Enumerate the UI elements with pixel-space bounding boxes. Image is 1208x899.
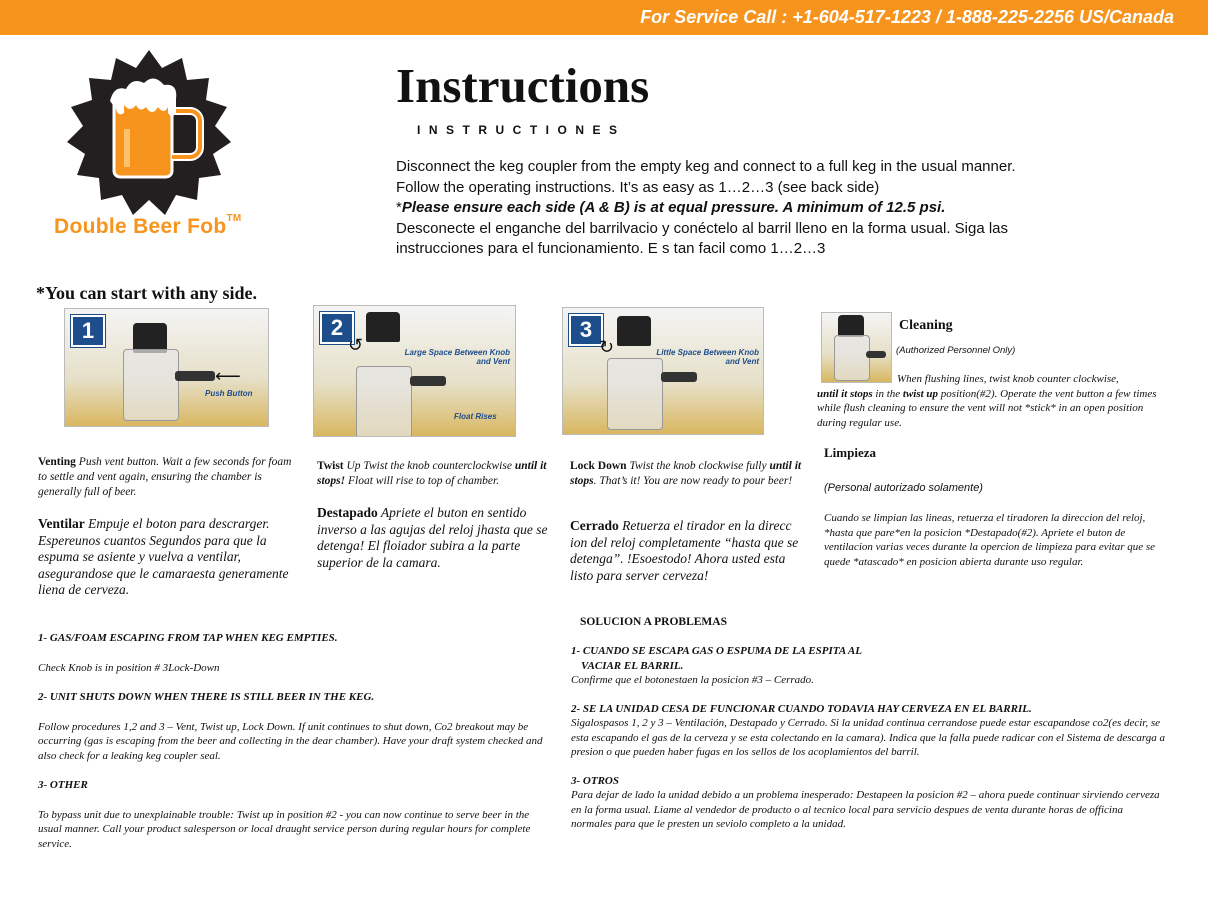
intro-star: * bbox=[396, 199, 402, 216]
cleaning-text-a: When flushing lines, twist knob counter clockwise, bbox=[897, 373, 1119, 385]
knob bbox=[838, 315, 864, 337]
step-2-text-c: Float will rise to top of chamber. bbox=[345, 475, 500, 487]
fob-body bbox=[607, 358, 663, 430]
step-1-es-text: Empuje el boton para descrarger. Espereunos cuantos Segundos para que la espuma se asiente y vuelva a ventilar, asegurandose que le camaraesta generamente liena de cerveza. bbox=[38, 516, 289, 597]
step-2-es-title: Destapado bbox=[317, 505, 378, 520]
step-2-text-a: Up Twist the knob counterclockwise bbox=[346, 460, 515, 472]
intro-line-5: instrucciones para el funcionamiento. E s tan facil como 1…2…3 bbox=[396, 240, 826, 257]
logo-tm: TM bbox=[226, 213, 242, 224]
trouble-2-heading: 2- UNIT SHUTS DOWN WHEN THERE IS STILL BEER IN THE KEG. bbox=[38, 691, 375, 703]
page-subtitle: INSTRUCTIONES bbox=[417, 123, 626, 137]
cleaning-text bbox=[817, 372, 1162, 430]
step-3-text-c: . That’s it! You are now ready to pour beer! bbox=[593, 475, 793, 487]
limpieza-auth: (Personal autorizado solamente) bbox=[824, 482, 983, 494]
twist-arrow: ↺ bbox=[348, 335, 364, 355]
solucion-2-heading: 2- SE LA UNIDAD CESA DE FUNCIONAR CUANDO TODAVIA HAY CERVEZA EN EL BARRIL. bbox=[571, 702, 1032, 715]
step-1-text: Push vent button. Wait a few seconds for foam to settle and vent again, ensuring the chamber is generally full of beer. bbox=[38, 456, 292, 498]
service-banner bbox=[0, 0, 1208, 35]
start-note: *You can start with any side. bbox=[36, 283, 258, 303]
intro-line-4: Desconecte el enganche del barrilvacio y conéctelo al barril lleno en la forma usual. Siga las bbox=[396, 219, 1009, 237]
trouble-1-heading: 1- GAS/FOAM ESCAPING FROM TAP WHEN KEG EMPTIES. bbox=[38, 632, 338, 644]
service-call-text: For Service Call : +1-604-517-1223 / 1-888-225-2256 US/Canada bbox=[640, 7, 1174, 27]
step-3-badge: 3 bbox=[569, 314, 603, 346]
solucion-3-heading: 3- OTROS bbox=[571, 774, 619, 787]
step-3-text-a: Twist the knob clockwise fully bbox=[629, 460, 770, 472]
solucion-3-text: Para dejar de lado la unidad debido a un problema inesperado: Destapeen la posicion #2 – ahora puede continuar sirviendo cerveza en la forma usual. Liame al vendedor de producto o al tecnico local para servicio despues de venta durante horas de officina normales para que le presten un seviolo completo a la unidad. bbox=[571, 789, 1160, 830]
logo-wordmark bbox=[54, 215, 242, 239]
cleaning-text-b: until it stops bbox=[817, 387, 873, 400]
step-3-text-b: until it stops bbox=[570, 460, 802, 487]
trouble-1-text: Check Knob is in position # 3Lock-Down bbox=[38, 661, 220, 674]
knob bbox=[617, 316, 651, 346]
step-3-spanish bbox=[570, 518, 806, 584]
fob-body bbox=[123, 349, 179, 421]
intro-line-1: Disconnect the keg coupler from the empty keg and connect to a full keg in the usual manner. bbox=[396, 158, 1016, 175]
solucion-1-heading-2: VACIAR EL BARRIL. bbox=[581, 659, 684, 672]
cleaning-text-d: twist up bbox=[902, 387, 939, 400]
vent-arm bbox=[410, 376, 446, 386]
solucion-title: SOLUCION A PROBLEMAS bbox=[580, 616, 727, 628]
solucion-1-heading: 1- CUANDO SE ESCAPA GAS O ESPUMA DE LA ESPITA AL bbox=[571, 645, 862, 657]
large-space-label: Large Space Between Knob and Vent bbox=[404, 348, 510, 366]
solucion-2-text: Sigalospasos 1, 2 y 3 – Ventilación, Destapado y Cerrado. Si la unidad continua cerrandose puede estar escapandose co2(es decir, se esta escapando el gas de la cerveza y se esta colectando en la camara). Indica que la falla puede radicar con el Sistema de descarga a presion o que pueden haber fugas en los sellos de los acoplamientos del barril. bbox=[571, 717, 1166, 758]
float-rises-label: Float Rises bbox=[454, 412, 497, 421]
little-space-label: Little Space Between Knob and Vent bbox=[656, 348, 759, 366]
step-2-badge: 2 bbox=[320, 312, 354, 344]
step-1-es-title: Ventilar bbox=[38, 516, 85, 531]
step-1-photo bbox=[64, 308, 269, 427]
push-button-label: Push Button bbox=[205, 389, 253, 398]
step-3-es-title: Cerrado bbox=[570, 518, 619, 533]
intro-line-2: Follow the operating instructions. It’s as easy as 1…2…3 (see back side) bbox=[396, 178, 880, 196]
cleaning-text-c: in the bbox=[872, 387, 903, 400]
step-1-badge: 1 bbox=[71, 315, 105, 347]
lock-arrow: ↻ bbox=[599, 337, 615, 357]
solucion-1-text: Confirme que el botonestaen la posicion #3 – Cerrado. bbox=[571, 674, 814, 686]
step-3-es-text: Retuerza el tirador en la direcc ion del reloj completamente “hasta que se detenga”. !Esoestodo! Ahora usted esta listo para server cerveza! bbox=[570, 518, 799, 583]
step-1-title: Venting bbox=[38, 456, 76, 468]
vent-arm bbox=[661, 372, 697, 382]
troubleshooting-en bbox=[38, 631, 548, 851]
step-2-description bbox=[317, 459, 557, 489]
cleaning-text-e: position(#2). Operate the vent button a few times while flush cleaning to ensure the vent will not *stick* in an open position during regular use. bbox=[817, 387, 1157, 429]
step-1-spanish bbox=[38, 516, 300, 599]
cleaning-auth: (Authorized Personnel Only) bbox=[896, 345, 1016, 356]
step-2-text-b: until it stops! bbox=[317, 460, 547, 487]
vent-arm bbox=[175, 371, 215, 381]
step-3-description bbox=[570, 459, 802, 489]
limpieza-text: Cuando se limpian las lineas, retuerza el tiradoren la direccion del reloj, *hasta que pare*en la posicion *Destapado(#2). Apriete el buton de ventilacion varias veces durante la opercion de limpieza para evitar que se quede *atascado* en posicion abierta durante uso regular. bbox=[824, 512, 1156, 568]
step-2-title: Twist bbox=[317, 460, 344, 472]
step-2-spanish bbox=[317, 505, 553, 571]
fob-body bbox=[356, 366, 412, 437]
pressure-warning: Please ensure each side (A & B) is at equal pressure. A minimum of 12.5 psi. bbox=[401, 199, 946, 216]
step-1-description bbox=[38, 455, 294, 500]
troubleshooting-es bbox=[571, 644, 1166, 832]
trouble-3-text: To bypass unit due to unexplainable trouble: Twist up in position #2 - you can now continue to serve beer in the usual manner. Call your product salesperson or local draught service person during regular hours for complete service. bbox=[38, 808, 531, 850]
limpieza-title: Limpieza bbox=[824, 445, 876, 460]
vent-arm bbox=[866, 351, 886, 358]
cleaning-title: Cleaning bbox=[899, 318, 953, 333]
trouble-2-text: Follow procedures 1,2 and 3 – Vent, Twist up, Lock Down. If unit continues to shut down, Co2 breakout may be occurring (gas is escaping from the beer and collecting in the dear chamber). Have your draft system checked and also check for a leaking keg coupler seal. bbox=[38, 720, 543, 762]
push-arrow: ⟵ bbox=[215, 366, 241, 386]
step-2-photo bbox=[313, 305, 516, 437]
intro-line-3 bbox=[396, 198, 1096, 219]
step-3-title: Lock Down bbox=[570, 460, 627, 472]
logo-name: Double Beer Fob bbox=[54, 215, 227, 238]
trouble-3-heading: 3- OTHER bbox=[38, 779, 88, 791]
intro-paragraph bbox=[396, 157, 1096, 260]
page-title: Instructions bbox=[396, 58, 650, 113]
knob bbox=[366, 312, 400, 342]
step-3-photo bbox=[562, 307, 764, 435]
step-2-es-text: Apriete el buton en sentido inverso a las agujas del reloj jhasta que se detenga! El floiador subira a la parte superior de la camara. bbox=[317, 505, 548, 570]
